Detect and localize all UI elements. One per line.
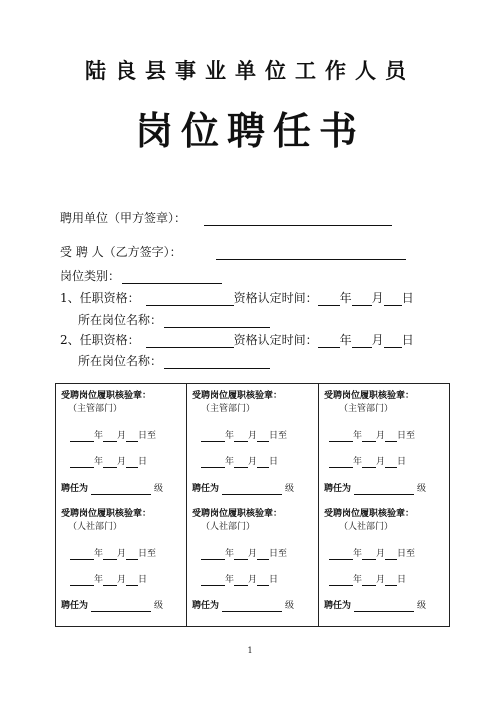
post-1-row <box>78 312 270 328</box>
qualification-1-label: 1、任职资格： <box>60 291 140 305</box>
verification-heading: 受聘岗位履职核验章： <box>192 391 283 401</box>
employee-field <box>60 244 406 260</box>
appointment-row: 聘任为 级 <box>192 601 295 611</box>
verification-heading: 受聘岗位履职核验章： <box>324 391 415 401</box>
post-2-label: 所在岗位名称： <box>78 354 163 368</box>
category-label: 岗位类别： <box>60 269 121 283</box>
date-end-row: 年 月 日 <box>70 457 147 468</box>
employer-field <box>60 210 392 226</box>
employer-signature-line[interactable] <box>204 213 392 226</box>
appointment-row: 聘任为 级 <box>61 484 164 494</box>
category-line[interactable] <box>122 271 222 284</box>
employee-label: 受 聘 人（乙方签字）： <box>60 245 182 259</box>
employee-signature-line[interactable] <box>216 247 406 260</box>
verification-heading: 受聘岗位履职核验章： <box>192 509 283 519</box>
verification-heading: 受聘岗位履职核验章： <box>61 391 152 401</box>
verification-heading: 受聘岗位履职核验章： <box>324 509 415 519</box>
verification-column-2 <box>187 384 317 626</box>
qualification-1-year-line[interactable] <box>318 293 340 306</box>
qualification-1-year: 年 <box>339 291 352 305</box>
department-label: （主管部门） <box>339 404 394 414</box>
date-end-row: 年 月 日 <box>70 575 147 586</box>
employer-label: 聘用单位（甲方签章）： <box>60 211 187 225</box>
qualification-1-day: 日 <box>401 291 414 305</box>
qualification-2-month-line[interactable] <box>352 335 372 348</box>
qualification-1-day-line[interactable] <box>384 293 402 306</box>
appointment-row: 聘任为 级 <box>192 484 295 494</box>
date-range-row: 年 月 日至 <box>329 431 415 442</box>
qualification-1-month-line[interactable] <box>352 293 372 306</box>
date-range-row: 年 月 日至 <box>70 549 156 560</box>
qualification-2-time-label: 资格认定时间： <box>233 333 318 347</box>
qualification-2-row <box>60 332 414 348</box>
department-label: （人社部门） <box>339 522 394 532</box>
date-range-row: 年 月 日至 <box>201 431 287 442</box>
date-end-row: 年 月 日 <box>201 575 278 586</box>
date-end-row: 年 月 日 <box>329 457 406 468</box>
verification-column-3 <box>319 384 449 626</box>
appointment-row: 聘任为 级 <box>61 601 164 611</box>
qualification-1-row <box>60 290 414 306</box>
qualification-1-line[interactable] <box>146 293 234 306</box>
department-label: （人社部门） <box>201 522 256 532</box>
qualification-2-year: 年 <box>339 333 352 347</box>
department-label: （主管部门） <box>68 404 123 414</box>
department-label: （主管部门） <box>201 404 256 414</box>
qualification-2-month: 月 <box>371 333 384 347</box>
date-range-row: 年 月 日至 <box>201 549 287 560</box>
verification-table <box>55 383 450 627</box>
qualification-1-time-label: 资格认定时间： <box>233 291 318 305</box>
qualification-2-label: 2、任职资格： <box>60 333 140 347</box>
appointment-row: 聘任为 级 <box>324 484 427 494</box>
date-end-row: 年 月 日 <box>329 575 406 586</box>
department-label: （人社部门） <box>68 522 123 532</box>
appointment-row: 聘任为 级 <box>324 601 427 611</box>
document-title: 岗位聘任书 <box>134 109 365 153</box>
date-end-row: 年 月 日 <box>201 457 278 468</box>
qualification-2-line[interactable] <box>146 335 234 348</box>
verification-column-1 <box>56 384 186 626</box>
page-number: 1 <box>247 646 253 655</box>
category-field <box>60 268 222 284</box>
qualification-1-month: 月 <box>371 291 384 305</box>
post-1-line[interactable] <box>164 315 270 328</box>
post-1-label: 所在岗位名称： <box>78 313 163 327</box>
qualification-2-day-line[interactable] <box>384 335 402 348</box>
qualification-2-day: 日 <box>401 333 414 347</box>
post-2-row <box>78 353 270 369</box>
qualification-2-year-line[interactable] <box>318 335 340 348</box>
date-range-row: 年 月 日至 <box>70 431 156 442</box>
verification-heading: 受聘岗位履职核验章： <box>61 509 152 519</box>
document-heading-line1: 陆良县事业单位工作人员 <box>85 59 415 83</box>
date-range-row: 年 月 日至 <box>329 549 415 560</box>
post-2-line[interactable] <box>164 356 270 369</box>
